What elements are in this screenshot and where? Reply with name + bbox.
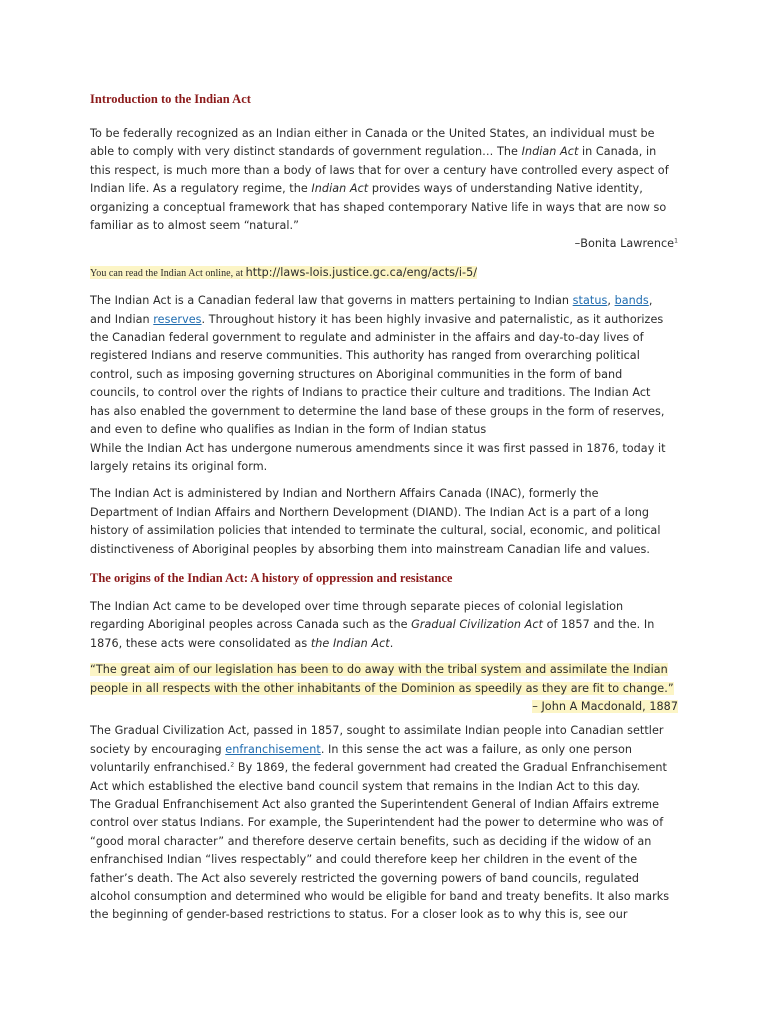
paragraph-gradual-civilization-act: The Gradual Civilization Act, passed in 1857, sought to assimilate Indian people into Canadian settler society by encouraging enfranchisement. In this sense the act was a failure, as only one person voluntarily enfranchised.$^2$ By 1869, the federal government had created the Gradual Enfranchisement Act which established the elective band council system that remains in the Indian Act to this day. The Gradual Enfranchisement Act also granted the Superintendent General of Indian Affairs extreme control over status Indians. For example, the Superintendent had the power to determine who was of “good moral character” and therefore deserve certain benefits, such as deciding if the widow of an enfranchised Indian “lives respectably” and could therefore keep her children in the event of the father’s death. The Act also severely restricted the governing powers of band councils, regulated alcohol consumption and determined who would be eligible for band and treaty benefits. It also marks the beginning of gender-based restrictions to status. For a closer look as to why this is, see our bbox=[90, 724, 670, 922]
document-content bbox=[90, 92, 678, 925]
indian-act-url-link[interactable]: http://laws-lois.justice.gc.ca/eng/acts/i-5/ bbox=[245, 265, 478, 279]
macdonald-attribution: – John A Macdonald, 1887 bbox=[532, 699, 678, 713]
macdonald-quote: “The great aim of our legislation has been to do away with the tribal system and assimilate the Indian people in all respects with the other inhabitants of the Dominion as speedily as they are fit to change.” bbox=[90, 663, 674, 695]
section-title-origins: The origins of the Indian Act: A history of oppression and resistance bbox=[90, 570, 453, 585]
link-bands[interactable]: bands bbox=[614, 294, 649, 308]
intro-attribution: –Bonita Lawrence$^1$ bbox=[574, 237, 678, 251]
paragraph-indian-act-overview: The Indian Act is a Canadian federal law that governs in matters pertaining to Indian status, bands, and Indian reserves. Throughout history it has been highly invasive and paternalistic, as it authorizes the Canadian federal government to regulate and administer in the affairs and day-to-day lives of registered Indians and reserve communities. This authority has ranged from overarching political control, such as imposing governing structures on Aboriginal communities in the form of band councils, to control over the rights of Indians to practice their culture and traditions. The Indian Act has also enabled the government to determine the land base of these groups in the form of reserves, and even to define who qualifies as Indian in the form of Indian status While the Indian Act has undergone numerous amendments since it was first passed in 1876, today it largely retains its original form. bbox=[90, 294, 666, 473]
link-status[interactable]: status bbox=[572, 294, 608, 308]
link-enfranchisement[interactable]: enfranchisement bbox=[225, 742, 321, 756]
footnote-marker[interactable]: 2 bbox=[230, 761, 235, 769]
footnote-marker[interactable]: 1 bbox=[674, 237, 678, 245]
online-note: You can read the Indian Act online, at http://laws-lois.justice.gc.ca/eng/acts/i-5/ bbox=[90, 265, 478, 279]
section-title-introduction: Introduction to the Indian Act bbox=[90, 92, 251, 106]
paragraph-origins: The Indian Act came to be developed over time through separate pieces of colonial legislation regarding Aboriginal peoples across Canada such as the Gradual Civilization Act of 1857 and the. In 1876, these acts were consolidated as the Indian Act. bbox=[90, 599, 655, 650]
link-reserves[interactable]: reserves bbox=[153, 312, 202, 326]
intro-quote: To be federally recognized as an Indian either in Canada or the United States, an individual must be able to comply with very distinct standards of government regulation… The Indian Act in Canada, in this respect, is much more than a body of laws that for over a century have controlled every aspect of Indian life. As a regulatory regime, the Indian Act provides ways of understanding Native identity, organizing a conceptual framework that has shaped contemporary Native life in ways that are now so familiar as to almost seem “natural.” bbox=[90, 127, 669, 233]
paragraph-inac: The Indian Act is administered by Indian and Northern Affairs Canada (INAC), formerly the Department of Indian Affairs and Northern Development (DIAND). The Indian Act is a part of a long history of assimilation policies that intended to terminate the cultural, social, economic, and political distinctiveness of Aboriginal peoples by absorbing them into mainstream Canadian life and values. bbox=[90, 487, 661, 556]
